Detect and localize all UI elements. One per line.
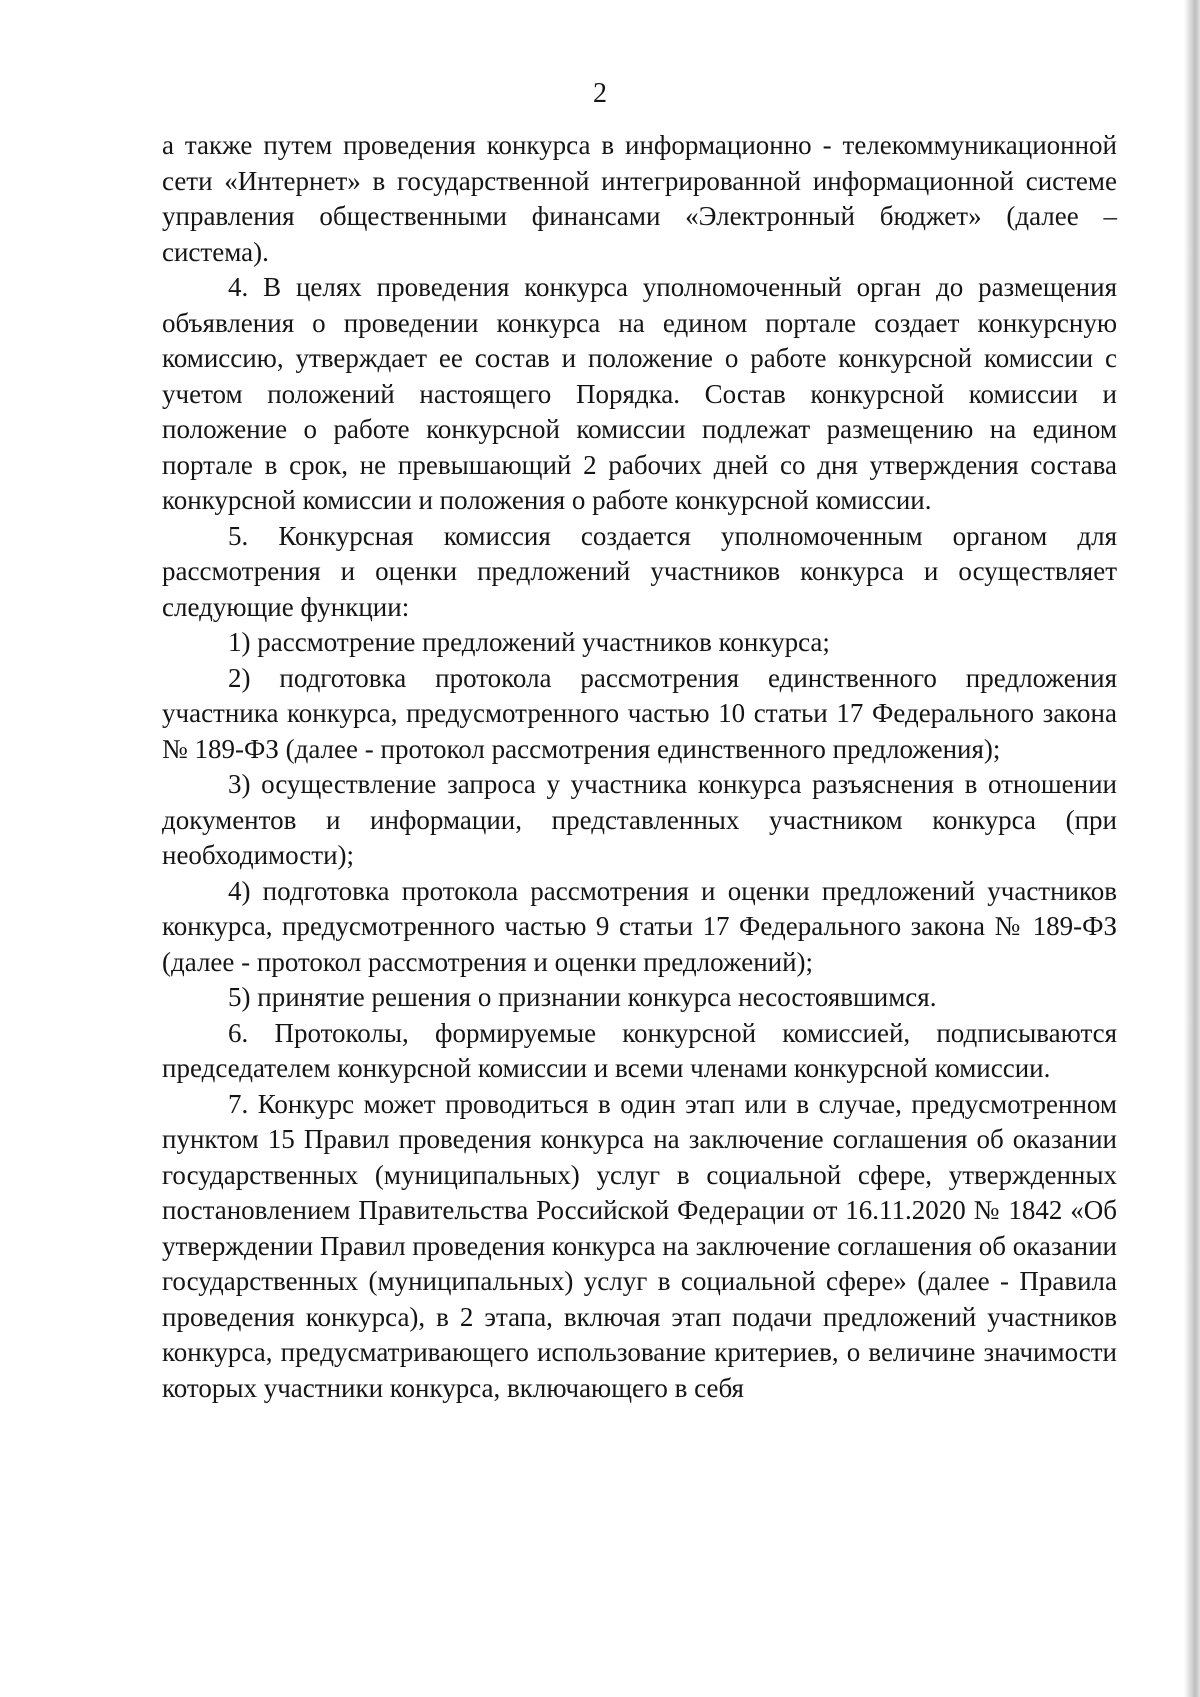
list-item-function-2: 2) подготовка протокола рассмотрения единственного предложения участника конкурса, предусмотренного частью 10 статьи 17 Федерального закона № 189-ФЗ (далее - протокол рассмотрения единственного предложения); <box>162 662 1117 764</box>
list-item-function-3: 3) осуществление запроса у участника конкурса разъяснения в отношении документов и информации, представленных участником конкурса (при необходимости); <box>162 769 1117 870</box>
page-number: 2 <box>593 78 607 109</box>
list-item-function-5: 5) принятие решения о признании конкурса несостоявшимся. <box>228 982 937 1012</box>
list-item-function-1: 1) рассмотрение предложений участников конкурса; <box>228 627 830 657</box>
scan-edge-shadow <box>1184 0 1200 1697</box>
list-item-function-4: 4) подготовка протокола рассмотрения и оценки предложений участников конкурса, предусмотренного частью 9 статьи 17 Федерального закона № 189-ФЗ (далее - протокол рассмотрения и оценки предложений); <box>162 875 1117 977</box>
paragraph-6-protocol-signing: 6. Протоколы, формируемые конкурсной комиссией, подписываются председателем конкурсной комиссии и всеми членами конкурсной комиссии. <box>162 1017 1117 1083</box>
paragraph-continuation: а также путем проведения конкурса в информационно - телекоммуникационной сети «Интернет» в государственной интегрированной информационной системе управления общественными финансами «Электронный бюджет» (далее – система). <box>162 130 1117 267</box>
paragraph-5-commission-functions: 5. Конкурсная комиссия создается уполномоченным органом для рассмотрения и оценки предложений участников конкурса и осуществляет следующие функции: <box>162 520 1117 622</box>
document-body <box>162 128 1117 1406</box>
paragraph-7-contest-stages: 7. Конкурс может проводиться в один этап или в случае, предусмотренном пунктом 15 Правил проведения конкурса на заключение соглашения об оказании государственных (муниципальных) услуг в социальной сфере, утвержденных постановлением Правительства Российской Федерации от 16.11.2020 № 1842 «Об утверждении Правил проведения конкурса на заключение соглашения об оказании государственных (муниципальных) услуг в социальной сфере» (далее - Правила проведения конкурса), в 2 этапа, включая этап подачи предложений участников конкурса, предусматривающего использование критериев, о величине значимости которых участники конкурса, включающего в себя <box>162 1088 1117 1403</box>
paragraph-4-commission-creation: 4. В целях проведения конкурса уполномоченный орган до размещения объявления о проведении конкурса на едином портале создает конкурсную комиссию, утверждает ее состав и положение о работе конкурсной комиссии с учетом положений настоящего Порядка. Состав конкурсной комиссии и положение о работе конкурсной комиссии подлежат размещению на едином портале в срок, не превышающий 2 рабочих дней со дня утверждения состава конкурсной комиссии и положения о работе конкурсной комиссии. <box>162 272 1117 515</box>
